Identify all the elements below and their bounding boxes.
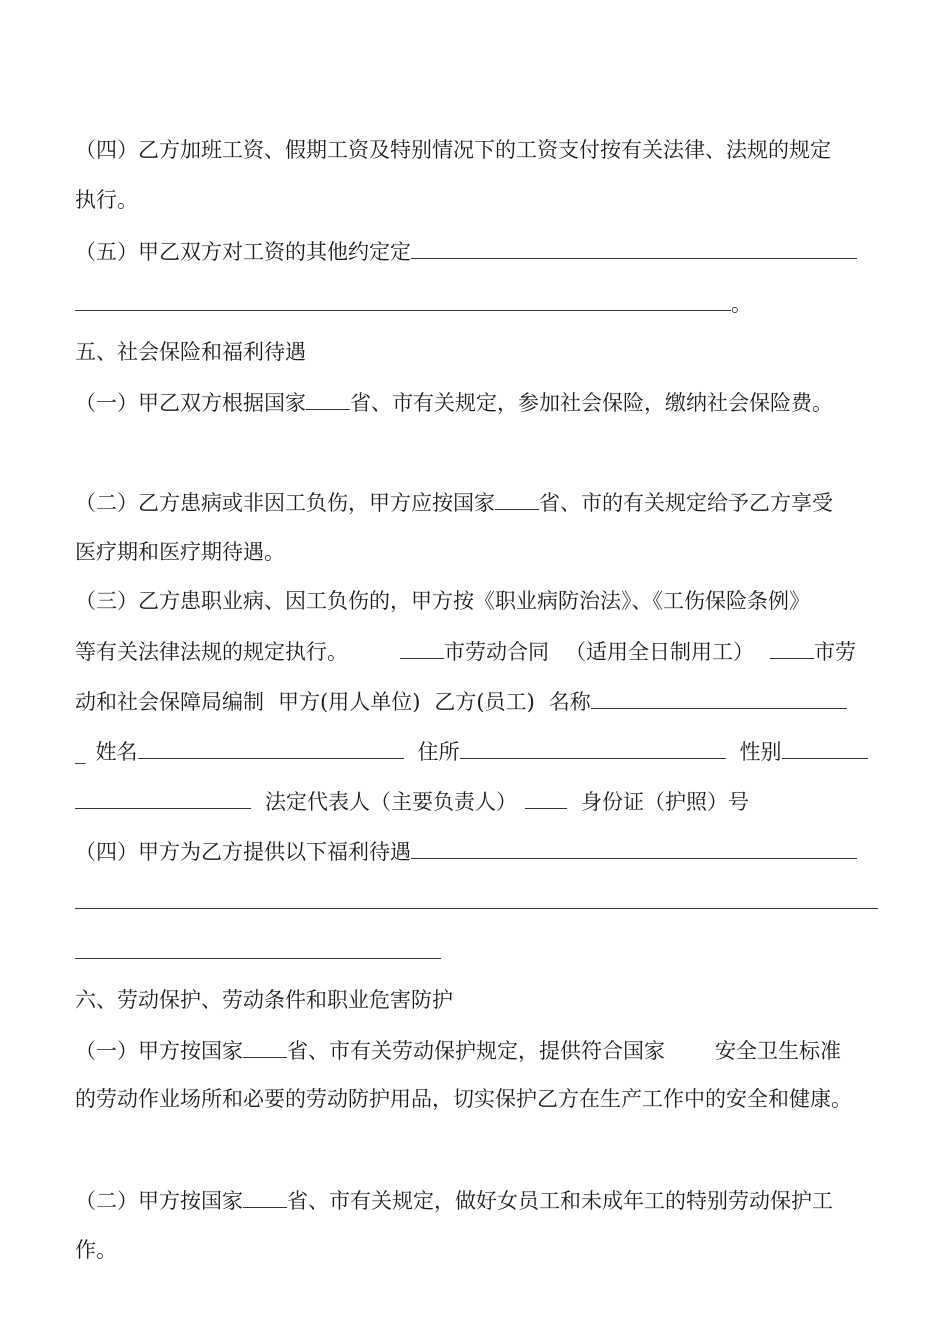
item-text: 市劳 bbox=[814, 640, 856, 664]
item-text: 身份证（护照）号 bbox=[581, 790, 749, 814]
section-5-item-3-line-1: （三）乙方患职业病、因工负伤的，甲方按《职业病防治法》、《工伤保险条例》 bbox=[75, 589, 810, 613]
blank-field[interactable] bbox=[306, 387, 350, 410]
item-text: （适用全日制用工） bbox=[565, 640, 754, 664]
paragraph-5-line-2 bbox=[75, 288, 752, 319]
item-text: 动和社会保障局编制 bbox=[75, 690, 264, 714]
item-text: （一）甲方按国家 bbox=[75, 1039, 243, 1063]
blank-field[interactable] bbox=[770, 636, 814, 659]
item-text: 名称 bbox=[548, 690, 591, 714]
section-5-item-3-line-2 bbox=[75, 636, 856, 667]
item-text: 省、市有关规定，参加社会保险，缴纳社会保险费。 bbox=[350, 391, 833, 415]
section-6-item-2-line-1 bbox=[75, 1185, 833, 1216]
blank-field[interactable] bbox=[400, 636, 444, 659]
section-6-heading: 六、劳动保护、劳动条件和职业危害防护 bbox=[75, 988, 453, 1012]
item-text: 姓名 bbox=[95, 740, 138, 764]
section-6-item-1-line-2: 的劳动作业场所和必要的劳动防护用品，切实保护乙方在生产工作中的安全和健康。 bbox=[75, 1087, 852, 1111]
blank-line[interactable] bbox=[75, 958, 441, 959]
item-text: （一）甲乙双方根据国家 bbox=[75, 391, 306, 415]
item-text: _ bbox=[75, 740, 86, 764]
item-text: 甲方(用人单位) bbox=[278, 690, 421, 714]
section-5-heading: 五、社会保险和福利待遇 bbox=[75, 340, 306, 364]
section-5-item-3-line-3 bbox=[75, 686, 847, 717]
blank-field[interactable] bbox=[243, 1185, 287, 1208]
representative-field[interactable] bbox=[525, 786, 567, 809]
item-text: 等有关法律法规的规定执行。 bbox=[75, 640, 348, 664]
section-5-item-2-line-1 bbox=[75, 487, 833, 518]
section-6-item-1-line-1 bbox=[75, 1035, 841, 1066]
blank-field[interactable] bbox=[75, 786, 251, 809]
item-text: 市劳动合同 bbox=[444, 640, 549, 664]
section-5-item-3-line-5 bbox=[75, 786, 749, 817]
item-text: 法定代表人（主要负责人） bbox=[265, 790, 517, 814]
address-field[interactable] bbox=[460, 736, 726, 759]
section-5-item-2-line-2: 医疗期和医疗期待遇。 bbox=[75, 540, 285, 564]
gender-field[interactable] bbox=[782, 736, 868, 759]
item-text: 住所 bbox=[417, 740, 460, 764]
blank-line[interactable] bbox=[75, 908, 878, 909]
blank-field[interactable] bbox=[243, 1035, 287, 1058]
paragraph-5-text: （五）甲乙双方对工资的其他约定定 bbox=[75, 240, 411, 264]
blank-field[interactable] bbox=[75, 288, 731, 311]
paragraph-5-end: 。 bbox=[731, 292, 752, 316]
name-field[interactable] bbox=[138, 736, 404, 759]
item-text: 省、市的有关规定给予乙方享受 bbox=[539, 491, 833, 515]
paragraph-5-line-1 bbox=[75, 236, 857, 267]
name-field[interactable] bbox=[591, 686, 847, 709]
item-text: （二）甲方按国家 bbox=[75, 1189, 243, 1213]
item-text: （二）乙方患病或非因工负伤，甲方应按国家 bbox=[75, 491, 495, 515]
blank-field[interactable] bbox=[495, 487, 539, 510]
section-6-item-2-line-2: 作。 bbox=[75, 1238, 117, 1262]
paragraph-4-line-1: （四）乙方加班工资、假期工资及特别情况下的工资支付按有关法律、法规的规定 bbox=[75, 138, 831, 162]
section-5-item-1 bbox=[75, 387, 833, 418]
item-text: 省、市有关劳动保护规定，提供符合国家 bbox=[287, 1039, 665, 1063]
paragraph-4-line-2: 执行。 bbox=[75, 188, 138, 212]
item-text: （四）甲方为乙方提供以下福利待遇 bbox=[75, 840, 411, 864]
section-5-item-3-line-4 bbox=[75, 736, 868, 767]
item-text: 性别 bbox=[739, 740, 782, 764]
item-text: 乙方(员工) bbox=[434, 690, 535, 714]
blank-field[interactable] bbox=[411, 836, 857, 859]
section-5-item-4 bbox=[75, 836, 857, 867]
item-text: 安全卫生标准 bbox=[715, 1039, 841, 1063]
item-text: 省、市有关规定，做好女员工和未成年工的特别劳动保护工 bbox=[287, 1189, 833, 1213]
blank-field[interactable] bbox=[411, 236, 857, 259]
